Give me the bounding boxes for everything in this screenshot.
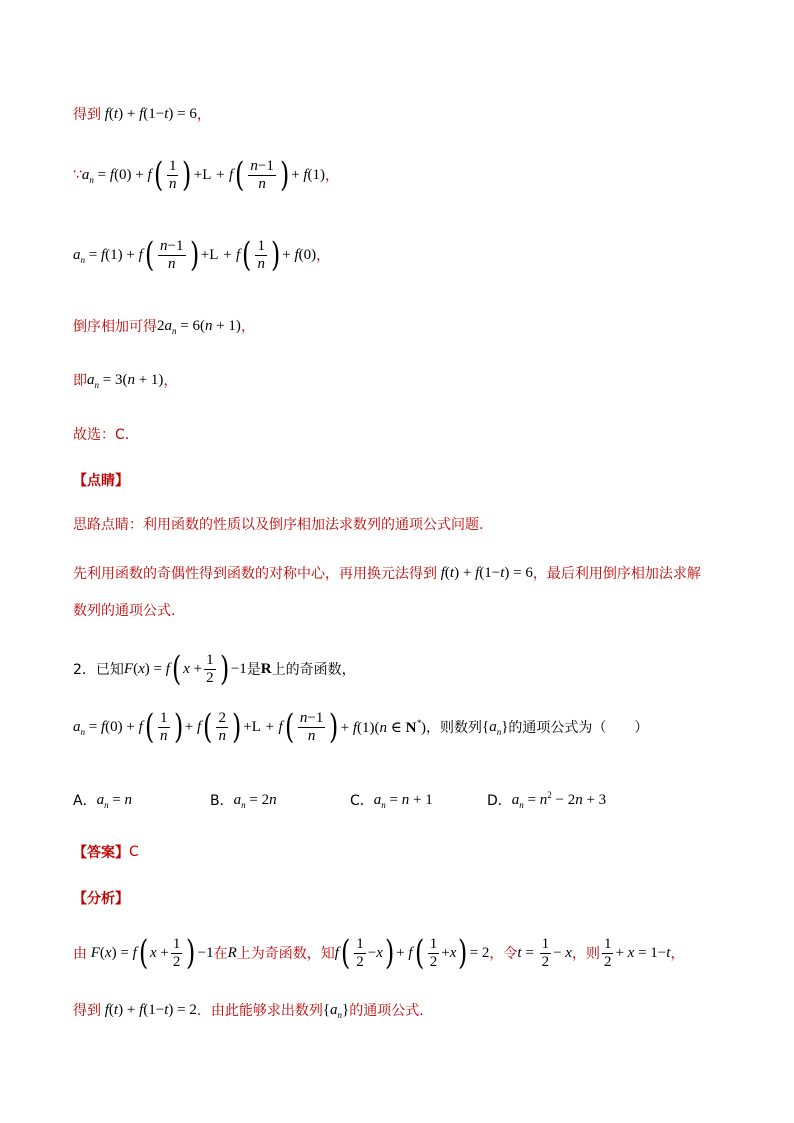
formula: f(t) + f(1−t) = 6 — [437, 564, 533, 581]
formula: $a_n = f(1) + f$ — [73, 246, 143, 265]
dianjing-heading — [73, 470, 129, 490]
formula: $a_n = f(0) + f$ — [73, 718, 143, 737]
text: ，最后利用倒序相加法求解 — [532, 566, 701, 582]
text: 上的奇函数， — [271, 662, 356, 678]
text: 倒序相加可得 — [73, 319, 157, 335]
section-tag: 【点睛】 — [73, 473, 129, 489]
line-5 — [73, 370, 177, 390]
text: 上为奇函数，知 — [236, 946, 335, 962]
ellipsis: L — [202, 166, 212, 183]
line-2: ∵ $a_n = f(0) + f$ ( $\frac{1}{n}$ ) + L + f ( $\frac{n-1}{n}$ ) + f(1) ， — [73, 155, 340, 195]
text: ．由此能够求出数列 — [196, 1003, 323, 1019]
line-8 — [73, 563, 701, 583]
text: 数列的通项公式. — [73, 603, 176, 619]
question-2: 2．已知 F(x) = f ( x + $\frac{1}{2}$ ) −1 是 R 上的奇函数， — [73, 649, 356, 689]
text: ， — [196, 107, 211, 123]
option-label: B． — [210, 793, 234, 809]
line-1 — [73, 104, 211, 124]
question-2-line-2: $a_n = f(0) + f$ ( $\frac{1}{n}$ ) + f ( $\frac{2}{n}$ ) + L + f ( $\frac{n-1}{n}$ ) + f(1)(n ∈ N*) ，则数列 $\{a_n\}$ 的通项公式为（ ） — [73, 707, 649, 747]
analysis-heading — [73, 888, 129, 908]
answer-value: C — [129, 844, 139, 860]
line-9 — [73, 600, 175, 620]
ellipsis: L — [251, 718, 261, 735]
analysis-line-2: 得到 f(t) + f(1−t) = 2 ．由此能够求出数列 $\{a_n\}$ 的通项公式. — [73, 1001, 424, 1020]
text: ，则 — [571, 946, 600, 962]
line-7 — [73, 514, 483, 534]
text: 由 — [73, 946, 87, 962]
set-R: R — [227, 944, 237, 961]
formula: F(x) = f — [123, 660, 170, 677]
option-b[interactable]: B． $a_n = 2n$ — [210, 791, 277, 810]
text: ， — [316, 248, 331, 264]
formula: f(t) + f(1−t) = 6 — [101, 105, 197, 122]
option-a[interactable]: A． $a_n = n$ — [73, 791, 133, 810]
text: 先利用函数的奇偶性得到函数的对称中心，再用换元法得到 — [73, 566, 437, 582]
text: ∵ — [73, 167, 82, 183]
text: ， — [163, 373, 178, 389]
formula: $2a_n = 6(n + 1)$ — [157, 317, 241, 336]
option-label: D． — [487, 793, 512, 809]
answer-line — [73, 842, 139, 862]
text: 思路点睛：利用函数的性质以及倒序相加法求数列的通项公式问题. — [73, 517, 484, 533]
text: ， — [670, 946, 685, 962]
line-3: $a_n = f(1) + f$ ( $\frac{n-1}{n}$ ) + L + f ( $\frac{1}{n}$ ) + f(0) ， — [73, 235, 331, 275]
text: ，令 — [489, 946, 518, 962]
option-label: A． — [73, 793, 97, 809]
section-tag: 【答案】 — [73, 845, 129, 861]
option-c[interactable]: C． $a_n = n + 1$ — [350, 791, 433, 810]
text: 是 — [246, 662, 261, 678]
analysis-line-1: 由 F(x) = f ( x + $\frac{1}{2}$ ) −1 在 R 上为奇函数，知 f ( $\frac{1}{2}$ −x ) + f ( $\frac{1}{2}$ +x ) = 2 ，令 t = $\frac{1}{2}$ − x ，则 $\frac{1}{2}$ + x = 1−t ， — [73, 933, 685, 973]
set-R: R — [260, 660, 272, 677]
text: 得到 — [73, 1003, 101, 1019]
options-row — [73, 790, 606, 810]
text: 的通项公式为（ ） — [508, 720, 649, 736]
text: 即 — [73, 373, 87, 389]
text: 得到 — [73, 107, 101, 123]
option-d[interactable]: D． $a_n = n^2 - 2n + 3$ — [487, 789, 607, 810]
text: ， — [325, 168, 340, 184]
section-tag: 【分析】 — [73, 891, 129, 907]
line-6 — [73, 424, 139, 444]
line-4 — [73, 316, 255, 336]
ellipsis: L — [209, 246, 219, 263]
formula: $a_n = f(0) + f$ — [81, 166, 152, 185]
text: 的通项公式. — [349, 1003, 424, 1019]
formula: $a_n = 3(n + 1)$ — [87, 371, 164, 390]
text: 在 — [213, 946, 228, 962]
text: 故选：C． — [73, 427, 139, 443]
question-number: 2．已知 — [73, 662, 124, 678]
text: ，则数列 — [426, 720, 482, 736]
text: ， — [240, 319, 255, 335]
option-label: C． — [350, 793, 374, 809]
